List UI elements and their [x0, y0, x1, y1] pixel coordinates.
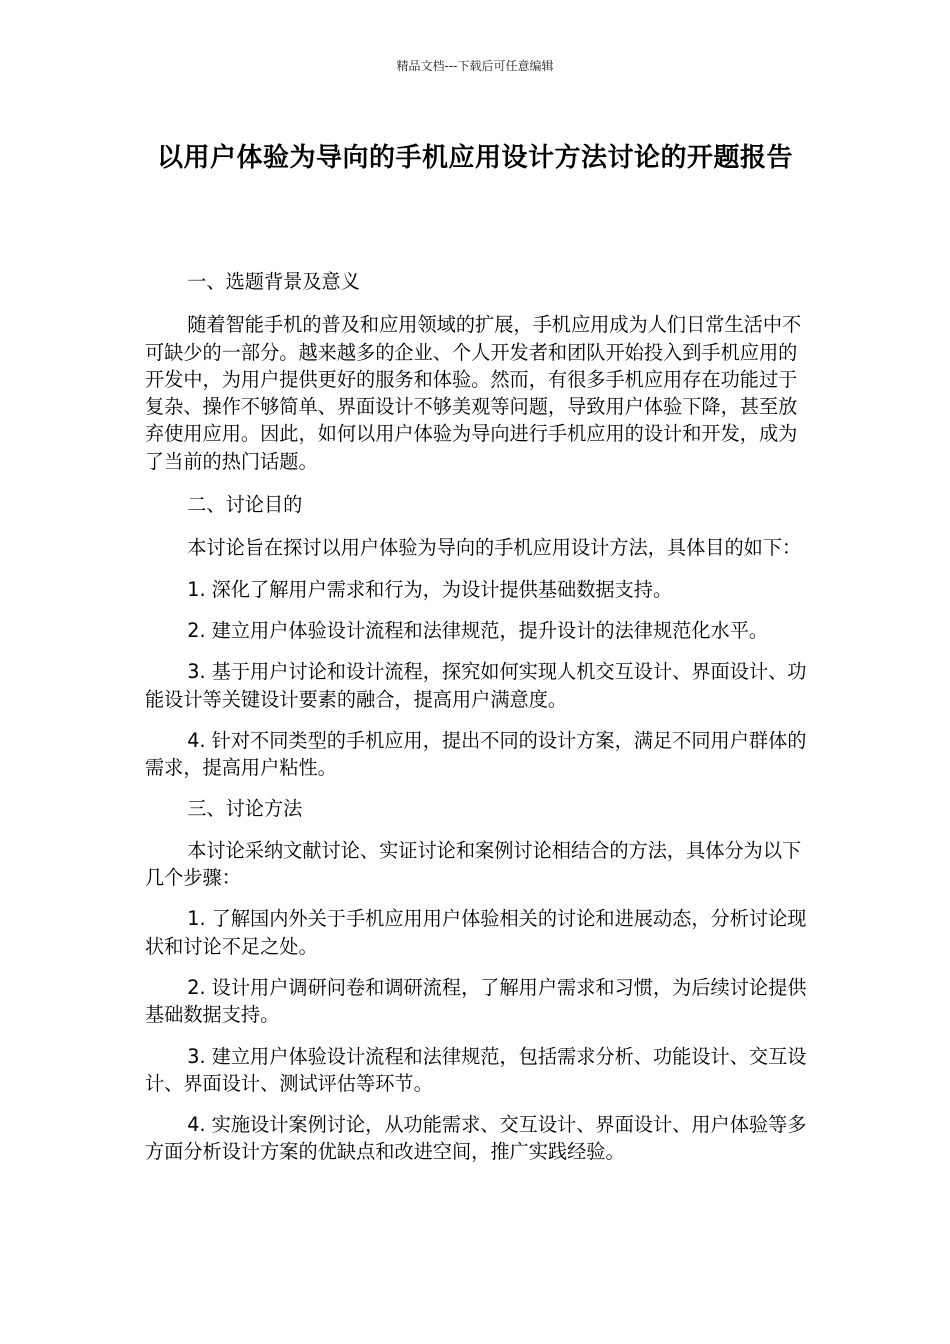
document-title: 以用户体验为导向的手机应用设计方法讨论的开题报告 [156, 143, 793, 173]
method-step-2: 2. 设计用户调研问卷和调研流程，了解用户需求和习惯，为后续讨论提供基础数据支持。 [145, 975, 807, 1027]
document-body [145, 268, 810, 1166]
section-heading-methods: 三、讨论方法 [187, 797, 303, 821]
objective-item-2: 2. 建立用户体验设计流程和法律规范，提升设计的法律规范化水平。 [187, 618, 769, 642]
section-heading-objectives: 二、讨论目的 [187, 493, 303, 517]
method-step-4: 4. 实施设计案例讨论，从功能需求、交互设计、界面设计、用户体验等多方面分析设计方案的优缺点和改进空间，推广实践经验。 [145, 1113, 807, 1164]
header-note: 精品文档---下载后可任意编辑 [396, 59, 554, 73]
objective-item-3: 3. 基于用户讨论和设计流程，探究如何实现人机交互设计、界面设计、功能设计等关键设计要素的融合，提高用户满意度。 [145, 660, 807, 711]
method-step-3: 3. 建立用户体验设计流程和法律规范，包括需求分析、功能设计、交互设计、界面设计、测试评估等环节。 [145, 1044, 807, 1095]
method-step-1: 1. 了解国内外关于手机应用用户体验相关的讨论和进展动态，分析讨论现状和讨论不足之处。 [145, 907, 807, 958]
objective-item-4: 4. 针对不同类型的手机应用，提出不同的设计方案，满足不同用户群体的需求，提高用户粘性。 [145, 728, 807, 780]
paragraph-background: 随着智能手机的普及和应用领域的扩展，手机应用成为人们日常生活中不可缺少的一部分。越来越多的企业、个人开发者和团队开始投入到手机应用的开发中，为用户提供更好的服务和体验。然而，有很多手机应用存在功能过于复杂、操作不够简单、界面设计不够美观等问题，导致用户体验下降，甚至放弃使用应用。因此，如何以用户体验为导向进行手机应用的设计和开发，成为了当前的热门话题。 [145, 313, 802, 473]
paragraph-objectives-intro: 本讨论旨在探讨以用户体验为导向的手机应用设计方法，具体目的如下： [187, 536, 802, 560]
paragraph-methods-intro: 本讨论采纳文献讨论、实证讨论和案例讨论相结合的方法，具体分为以下几个步骤： [145, 838, 802, 890]
section-heading-background: 一、选题背景及意义 [187, 270, 360, 293]
objective-item-1: 1. 深化了解用户需求和行为，为设计提供基础数据支持。 [187, 577, 673, 601]
